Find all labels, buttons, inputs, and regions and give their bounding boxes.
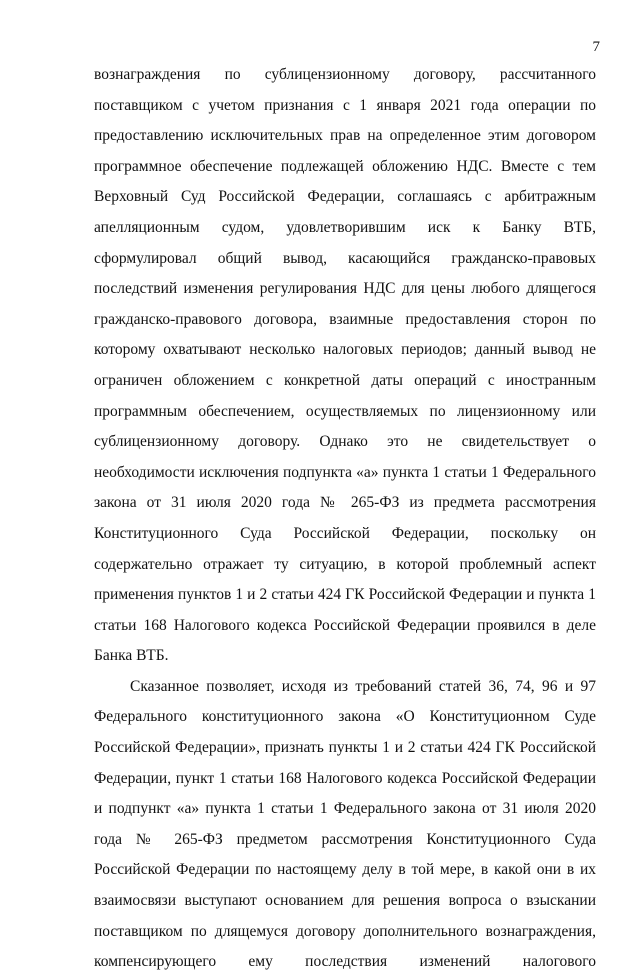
paragraph-line: поставщиком с учетом признания с 1 января 2021 года операции по xyxy=(94,96,596,114)
paragraph-line: необходимости исключения подпункта «а» пункта 1 статьи 1 Федерального xyxy=(94,463,596,481)
paragraph-line: гражданско-правового договора, взаимные предоставления сторон по xyxy=(94,310,596,328)
paragraph-line: Конституционного Суда Российской Федерации, поскольку он xyxy=(94,524,596,542)
paragraph-line: Верховный Суд Российской Федерации, соглашаясь с арбитражным xyxy=(94,188,596,206)
paragraph-line: сублицензионному договору. Однако это не свидетельствует о xyxy=(94,433,596,451)
paragraph-line: программным обеспечением, осуществляемых по лицензионному или xyxy=(94,402,596,420)
paragraph-line: Российской Федерации по настоящему делу в той мере, в какой они в их xyxy=(94,861,596,879)
paragraph-line: программное обеспечение подлежащей обложению НДС. Вместе с тем xyxy=(94,157,596,175)
paragraph-line: Банка ВТБ. xyxy=(94,647,169,665)
paragraph-line: и подпункт «а» пункта 1 статьи 1 Федерального закона от 31 июля 2020 xyxy=(94,800,596,818)
paragraph-line: Федерального конституционного закона «О Конституционном Суде xyxy=(94,708,596,726)
paragraph-line: последствий изменения регулирования НДС для цены любого длящегося xyxy=(94,280,596,298)
paragraph-line: взаимосвязи выступают основанием для решения вопроса о взыскании xyxy=(94,892,596,910)
page-number: 7 xyxy=(592,39,600,55)
paragraph-line: которому охватывают несколько налоговых периодов; данный вывод не xyxy=(94,341,596,359)
paragraph-line: апелляционным судом, удовлетворившим иск к Банку ВТБ, xyxy=(94,218,596,236)
paragraph-1 xyxy=(94,60,596,672)
paragraph-line: сформулировал общий вывод, касающийся гражданско-правовых xyxy=(94,249,596,267)
paragraph-line: применения пунктов 1 и 2 статьи 424 ГК Российской Федерации и пункта 1 xyxy=(94,586,596,604)
paragraph-line: Российской Федерации», признать пункты 1 и 2 статьи 424 ГК Российской xyxy=(94,739,596,757)
paragraph-line: поставщиком по длящемуся договору дополнительного вознаграждения, xyxy=(94,922,596,940)
document-body xyxy=(94,60,596,978)
paragraph-line: компенсирующего ему последствия изменений налогового xyxy=(94,953,596,971)
paragraph-line: предоставлению исключительных прав на определенное этим договором xyxy=(94,127,596,145)
paragraph-line: содержательно отражает ту ситуацию, в которой проблемный аспект xyxy=(94,555,596,573)
paragraph-line: вознаграждения по сублицензионному договору, рассчитанного xyxy=(94,66,596,83)
paragraph-line: года № 265-ФЗ предметом рассмотрения Конституционного Суда xyxy=(94,830,596,848)
paragraph-line: Федерации, пункт 1 статьи 168 Налогового кодекса Российской Федерации xyxy=(94,769,596,787)
paragraph-line: ограничен обложением с конкретной даты операций с иностранным xyxy=(94,371,596,389)
paragraph-2 xyxy=(94,672,596,978)
paragraph-line: Сказанное позволяет, исходя из требований статей 36, 74, 96 и 97 xyxy=(130,677,596,695)
paragraph-line: закона от 31 июля 2020 года № 265-ФЗ из предмета рассмотрения xyxy=(94,494,596,512)
paragraph-line: статьи 168 Налогового кодекса Российской Федерации проявился в деле xyxy=(94,616,596,634)
